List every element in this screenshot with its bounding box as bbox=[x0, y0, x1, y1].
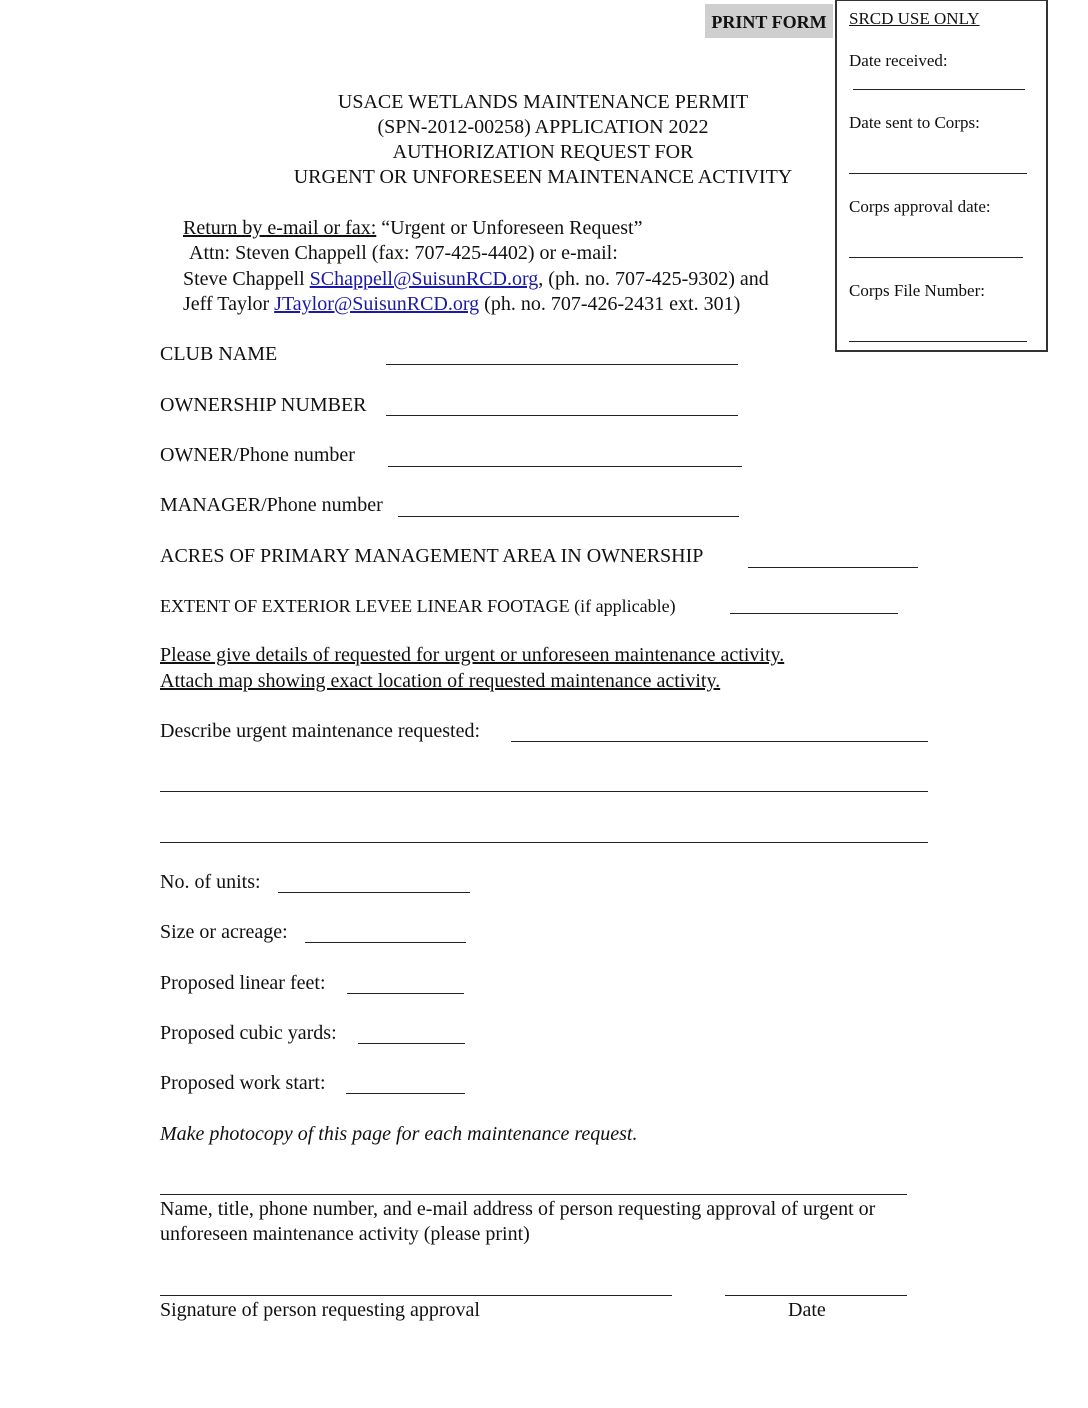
describe-field-line-3[interactable] bbox=[160, 842, 928, 843]
signature-label: Signature of person requesting approval bbox=[160, 1299, 480, 1321]
describe-label: Describe urgent maintenance requested: bbox=[160, 720, 481, 742]
file-number-label: Corps File Number: bbox=[849, 281, 985, 300]
contact-line-2 bbox=[183, 292, 740, 316]
ownership-number-field[interactable] bbox=[386, 415, 738, 416]
date-field[interactable] bbox=[725, 1295, 907, 1296]
approval-date-field[interactable] bbox=[849, 257, 1023, 258]
contact1-name: Steve Chappell bbox=[183, 268, 310, 290]
instructions-line-2: Attach map showing exact location of requested maintenance activity. bbox=[160, 670, 721, 692]
title-line-3: AUTHORIZATION REQUEST FOR bbox=[392, 141, 694, 163]
title-line-1: USACE WETLANDS MAINTENANCE PERMIT bbox=[337, 91, 749, 113]
print-form-button[interactable]: PRINT FORM bbox=[705, 4, 833, 38]
contact1-phone: , (ph. no. 707-425-9302) and bbox=[538, 268, 769, 290]
attn-line: Attn: Steven Chappell (fax: 707-425-4402) or e-mail: bbox=[189, 242, 618, 264]
cubic-yards-label: Proposed cubic yards: bbox=[160, 1022, 337, 1044]
owner-phone-field[interactable] bbox=[388, 466, 742, 467]
requester-label-line-1: Name, title, phone number, and e-mail address of person requesting approval of urgent or bbox=[160, 1198, 876, 1220]
owner-phone-label: OWNER/Phone number bbox=[160, 444, 355, 466]
size-field[interactable] bbox=[305, 942, 466, 943]
contact1-email-link[interactable]: SChappell@SuisunRCD.org bbox=[309, 268, 539, 290]
units-label: No. of units: bbox=[160, 871, 261, 893]
describe-field-line-1[interactable] bbox=[511, 741, 928, 742]
size-label: Size or acreage: bbox=[160, 921, 288, 943]
club-name-field[interactable] bbox=[386, 364, 738, 365]
title-line-2: (SPN-2012-00258) APPLICATION 2022 bbox=[377, 116, 709, 138]
contact2-name: Jeff Taylor bbox=[183, 293, 275, 315]
linear-feet-label: Proposed linear feet: bbox=[160, 972, 326, 994]
contact2-phone: (ph. no. 707-426-2431 ext. 301) bbox=[479, 293, 741, 315]
srcd-heading: SRCD USE ONLY bbox=[849, 9, 980, 28]
photocopy-note: Make photocopy of this page for each maintenance request. bbox=[160, 1123, 638, 1145]
return-prefix: Return by e-mail or fax: bbox=[183, 217, 377, 239]
levee-footage-label: EXTENT OF EXTERIOR LEVEE LINEAR FOOTAGE (if applicable) bbox=[160, 596, 676, 616]
club-name-label: CLUB NAME bbox=[160, 343, 278, 365]
form-title bbox=[240, 90, 846, 190]
request-title: “Urgent or Unforeseen Request” bbox=[376, 217, 643, 239]
acres-field[interactable] bbox=[748, 567, 918, 568]
units-field[interactable] bbox=[278, 892, 470, 893]
date-sent-field[interactable] bbox=[849, 173, 1027, 174]
linear-feet-field[interactable] bbox=[347, 993, 464, 994]
work-start-label: Proposed work start: bbox=[160, 1072, 326, 1094]
title-line-4: URGENT OR UNFORESEEN MAINTENANCE ACTIVITY bbox=[293, 166, 793, 188]
ownership-number-label: OWNERSHIP NUMBER bbox=[160, 394, 367, 416]
describe-field-line-2[interactable] bbox=[160, 791, 928, 792]
date-received-label: Date received: bbox=[849, 51, 948, 70]
work-start-field[interactable] bbox=[346, 1093, 465, 1094]
manager-phone-field[interactable] bbox=[398, 516, 739, 517]
manager-phone-label: MANAGER/Phone number bbox=[160, 494, 383, 516]
file-number-field[interactable] bbox=[849, 341, 1027, 342]
signature-field[interactable] bbox=[160, 1295, 672, 1296]
return-instructions bbox=[183, 216, 642, 240]
contact-line-1 bbox=[183, 267, 769, 291]
cubic-yards-field[interactable] bbox=[358, 1043, 465, 1044]
requester-label-line-2: unforeseen maintenance activity (please print) bbox=[160, 1223, 530, 1245]
requester-info-field[interactable] bbox=[160, 1194, 907, 1195]
approval-date-label: Corps approval date: bbox=[849, 197, 991, 216]
date-received-field[interactable] bbox=[853, 89, 1025, 90]
date-sent-label: Date sent to Corps: bbox=[849, 113, 980, 132]
instructions-line-1: Please give details of requested for urgent or unforeseen maintenance activity. bbox=[160, 644, 785, 666]
date-label: Date bbox=[788, 1299, 826, 1321]
levee-footage-field[interactable] bbox=[730, 613, 898, 614]
contact2-email-link[interactable]: JTaylor@SuisunRCD.org bbox=[274, 293, 480, 315]
srcd-use-only-box bbox=[835, 0, 1048, 352]
acres-label: ACRES OF PRIMARY MANAGEMENT AREA IN OWNERSHIP bbox=[160, 545, 704, 567]
